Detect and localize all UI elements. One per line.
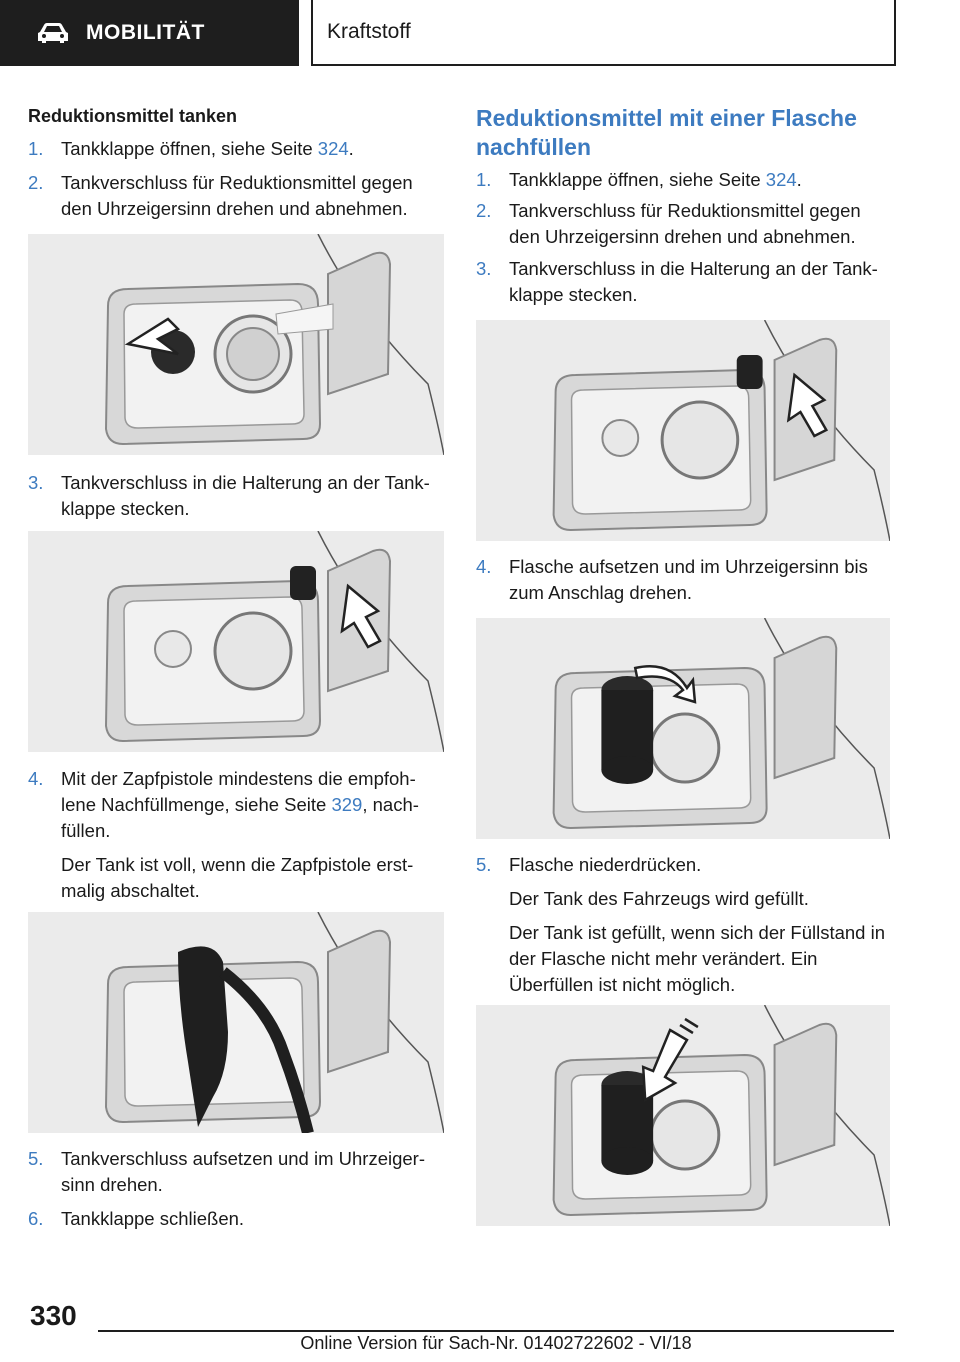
page-link[interactable]: 324 <box>317 138 349 159</box>
page-link[interactable]: 324 <box>765 169 797 190</box>
step-item: 1. Tankklappe öffnen, siehe Seite 324. <box>476 169 802 190</box>
step-item: 4. Flasche aufsetzen und im Uhrzeigersinn bis zum Anschlag drehen. <box>476 556 868 603</box>
step-item: 4. Mit der Zapfpistole mindestens die empfoh‐ lene Nachfüllmenge, siehe Seite 329, nach‐ füllen. Der Tank ist voll, wenn die Zapfpistole erst‐ malig abschaltet. <box>28 768 419 901</box>
step-item: 3. Tankverschluss in die Halterung an der Tank‐ klappe stecken. <box>28 472 430 519</box>
figure-cap-in-holder <box>476 320 890 541</box>
step-item: 2. Tankverschluss für Reduktionsmittel gegen den Uhrzeigersinn drehen und abnehmen. <box>28 172 413 219</box>
step-item: 2. Tankverschluss für Reduktionsmittel gegen den Uhrzeigersinn drehen und abnehmen. <box>476 200 861 247</box>
chapter-tab <box>311 0 896 66</box>
footer-divider <box>98 1330 894 1332</box>
figure-bottle-press <box>476 1005 890 1226</box>
page-link[interactable]: 329 <box>331 794 363 815</box>
footer-text: Online Version für Sach-Nr. 01402722602 - VI/18 <box>300 1333 692 1353</box>
step-item: 3. Tankverschluss in die Halterung an der Tank‐ klappe stecken. <box>476 258 878 305</box>
step-item: 5. Flasche niederdrücken. Der Tank des Fahrzeugs wird gefüllt. Der Tank ist gefüllt, wenn sich der Füllstand in der Flasche nicht mehr verändert. Ein Überfüllen ist nicht möglich. <box>476 854 886 995</box>
subheading: Reduktionsmittel tanken <box>28 106 238 126</box>
section-title: MOBILITÄT <box>86 21 205 44</box>
step-item: 6. Tankklappe schließen. <box>28 1208 245 1229</box>
figure-nozzle <box>28 912 444 1133</box>
section-tab <box>0 0 299 66</box>
figure-cap-in-holder <box>28 531 444 752</box>
step-item: 1. Tankklappe öffnen, siehe Seite 324. <box>28 138 354 159</box>
car-icon <box>36 22 70 44</box>
page-number: 330 <box>30 1300 77 1331</box>
figure-remove-cap <box>28 234 444 455</box>
section-heading: Reduktionsmittel mit einer Flasche nachfüllen <box>476 105 857 160</box>
step-item: 5. Tankverschluss aufsetzen und im Uhrzeiger‐ sinn drehen. <box>28 1148 425 1195</box>
chapter-title: Kraftstoff <box>327 20 411 43</box>
figure-bottle-attach <box>476 618 890 839</box>
